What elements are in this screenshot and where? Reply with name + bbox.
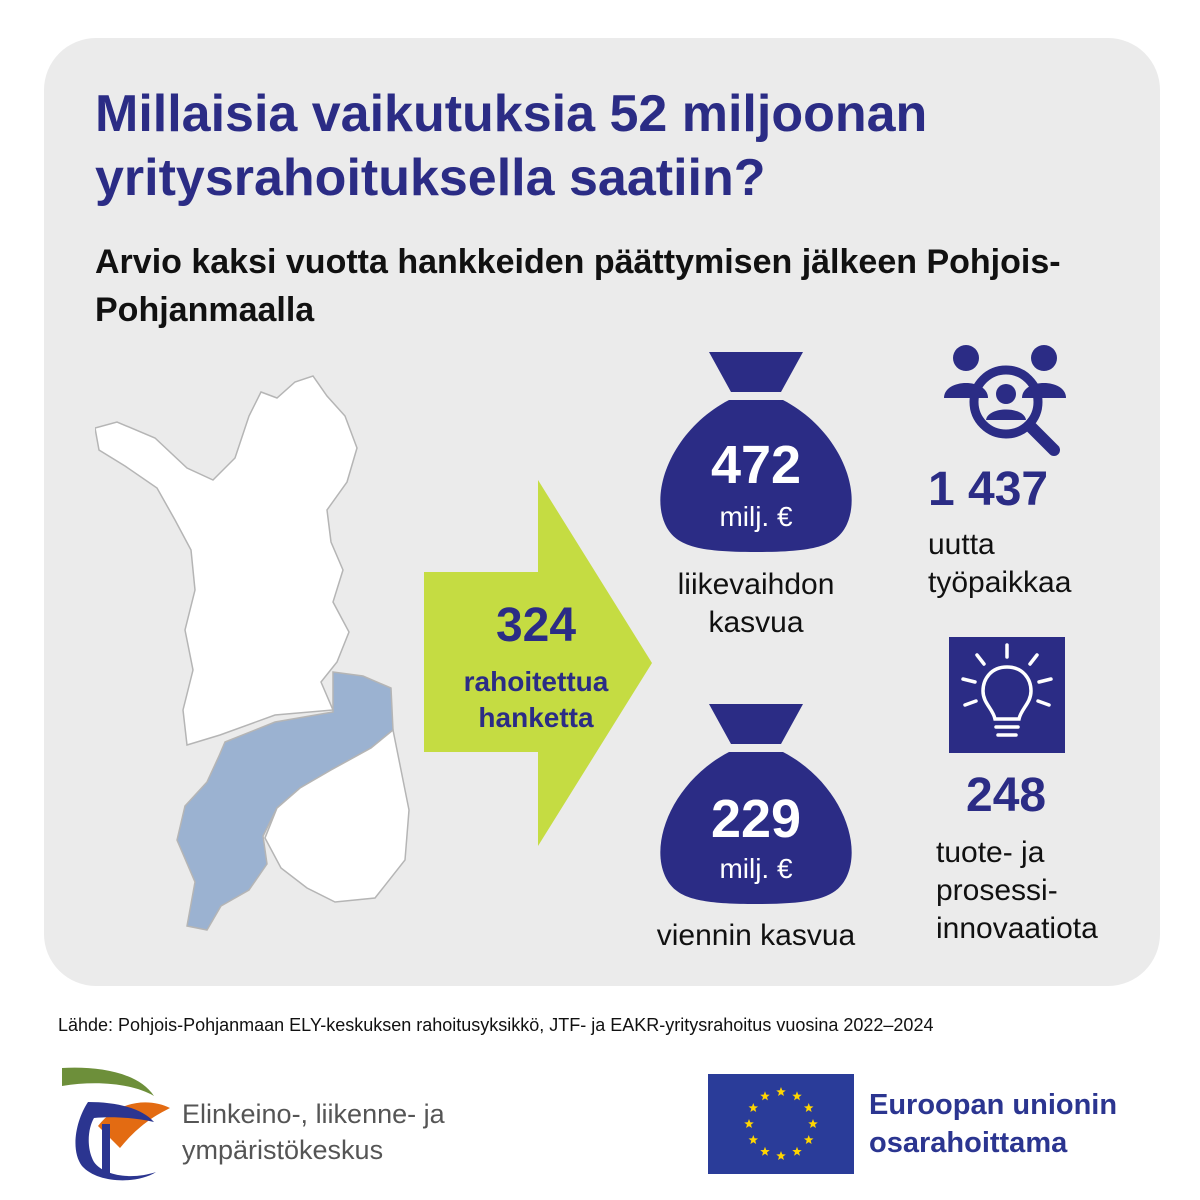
innovations-caption-line3: innovaatiota: [936, 912, 1098, 945]
innovations-value: 248: [966, 769, 1047, 822]
projects-label: [424, 664, 648, 736]
page-title: Millaisia vaikutuksia 52 miljoonan yritysrahoituksella saatiin?: [95, 85, 928, 207]
arrow-shape: [424, 480, 656, 846]
revenue-unit: milj. €: [719, 501, 793, 532]
jobs-caption-line1: uutta: [928, 528, 995, 561]
jobs-caption-line2: työpaikkaa: [928, 566, 1072, 599]
source-note: Lähde: Pohjois-Pohjanmaan ELY-keskuksen rahoitusyksikkö, JTF- ja EAKR-yritysrahoitus vuosina 2022–2024: [58, 1015, 934, 1035]
page-subtitle: Arvio kaksi vuotta hankkeiden päättymisen jälkeen Pohjois-Pohjanmaalla: [95, 243, 1061, 329]
ely-logo-icon: [58, 1062, 182, 1186]
projects-label-line2: hanketta: [478, 702, 594, 733]
projects-count: 324: [495, 599, 577, 652]
revenue-caption: [651, 566, 861, 642]
map-island: [213, 788, 221, 796]
eu-flag-icon: [708, 1074, 854, 1174]
finland-region-map: [95, 370, 415, 940]
eu-funding-line1: Euroopan unionin: [869, 1089, 1118, 1121]
revenue-value: 472: [710, 435, 802, 495]
ely-name: [182, 1096, 482, 1168]
eu-funding-line2: osarahoittama: [869, 1127, 1068, 1159]
revenue-caption-line1: liikevaihdon: [677, 568, 835, 601]
map-island: [199, 794, 211, 806]
lightbulb-icon: [949, 637, 1065, 753]
innovations-caption: [936, 834, 1098, 948]
innovations-caption-line2: prosessi-: [936, 874, 1058, 907]
exports-value: 229: [710, 789, 802, 849]
revenue-caption-line2: kasvua: [708, 606, 804, 639]
exports-unit: milj. €: [719, 853, 793, 884]
eu-funding-label: [869, 1086, 1189, 1162]
projects-label-line1: rahoitettua: [463, 666, 609, 697]
exports-caption: viennin kasvua: [656, 919, 856, 952]
ely-name-line1: Elinkeino-, liikenne- ja: [182, 1099, 445, 1129]
people-search-icon: [944, 340, 1070, 458]
innovations-caption-line1: tuote- ja: [936, 836, 1045, 869]
jobs-value: 1 437: [928, 463, 1049, 516]
ely-name-line2: ympäristökeskus: [182, 1135, 384, 1165]
jobs-caption: [928, 526, 1071, 602]
map-northern-region: [95, 376, 357, 745]
